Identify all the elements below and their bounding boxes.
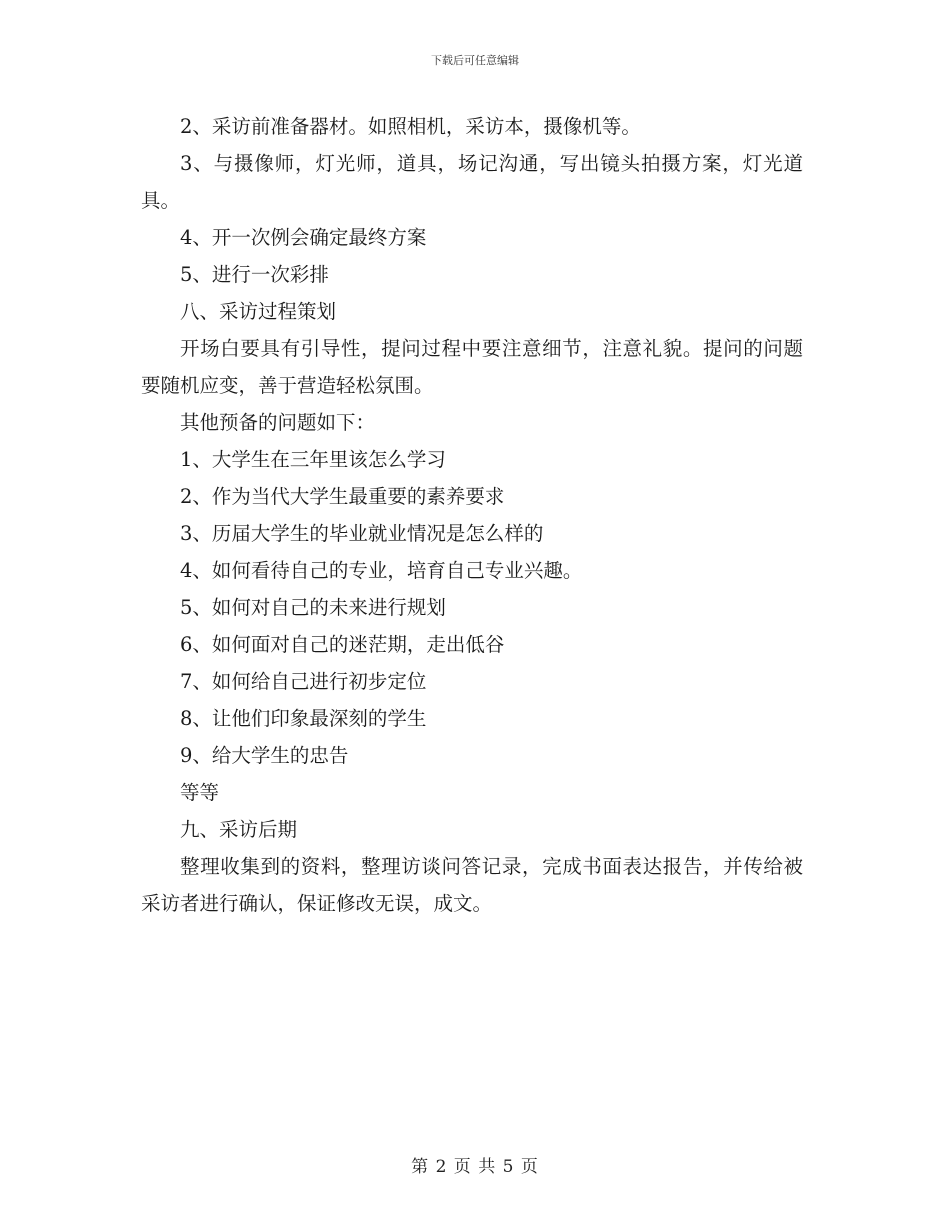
section-heading: 九、采访后期 <box>180 818 298 841</box>
paragraph: 5、进行一次彩排 <box>180 263 329 286</box>
page-header: 下载后可任意编辑 <box>431 54 519 67</box>
paragraph: 2、采访前准备器材。如照相机，采访本，摄像机等。 <box>180 115 641 138</box>
paragraph: 开场白要具有引导性，提问过程中要注意细节，注意礼貌。提问的问题要随机应变，善于营造轻松氛围。 <box>141 337 803 397</box>
list-item: 2、作为当代大学生最重要的素养要求 <box>180 485 505 508</box>
list-item: 4、如何看待自己的专业，培育自己专业兴趣。 <box>180 559 583 582</box>
paragraph: 其他预备的问题如下： <box>180 411 376 434</box>
list-item: 3、历届大学生的毕业就业情况是怎么样的 <box>180 522 544 545</box>
list-item: 5、如何对自己的未来进行规划 <box>180 596 446 619</box>
list-item: 8、让他们印象最深刻的学生 <box>180 707 427 730</box>
paragraph: 等等 <box>180 781 220 804</box>
list-item: 9、给大学生的忠告 <box>180 744 349 767</box>
paragraph: 4、开一次例会确定最终方案 <box>180 226 427 249</box>
list-item: 7、如何给自己进行初步定位 <box>180 670 427 693</box>
list-item: 6、如何面对自己的迷茫期，走出低谷 <box>180 633 505 656</box>
page-footer: 第 2 页 共 5 页 <box>411 1157 539 1177</box>
document-body <box>141 108 803 922</box>
paragraph: 整理收集到的资料，整理访谈问答记录，完成书面表达报告，并传给被采访者进行确认，保证修改无误，成文。 <box>141 855 803 915</box>
section-heading: 八、采访过程策划 <box>180 300 337 323</box>
paragraph: 3、与摄像师，灯光师，道具，场记沟通，写出镜头拍摄方案，灯光道具。 <box>141 152 803 212</box>
list-item: 1、大学生在三年里该怎么学习 <box>180 448 446 471</box>
